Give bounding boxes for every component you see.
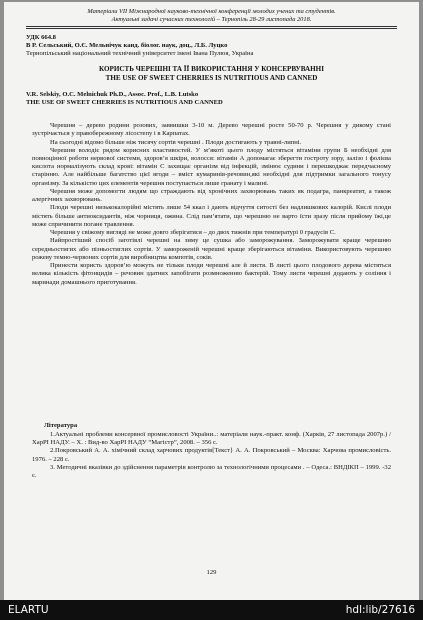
authors-en: V.R. Selskiy, O.C. Melnichuk Ph.D., Assoc. Prof., L.B. Lutsko xyxy=(26,91,199,98)
authors-ua: В Р. Сельський, О.Є. Мельнічук канд. біолог. наук, доц., Л.Б. Луцко xyxy=(26,42,228,49)
reference-item: 2.Покровський А. А. хімічний склад харчових продуктів[Текст} А. А. Покровський – Москва: Харчова промисловість. 1976. – 228 с. xyxy=(32,447,391,463)
page-number: 129 xyxy=(206,569,217,576)
reference-item: 3. Методичні вказівки до здійснення параметрів контролю за технологічними процесами . – Одеса.: ВНДІКП – 1999. -32 с. xyxy=(32,463,391,480)
paragraph: Плоди черешні низькокалорійні містять лише 54 ккал і дають відчуття ситості без надлишкових калорій. Кислі плоди містять більше антиоксидантів, ніж чорниця, ожина. Слід пам’ятати, що черешню не варто їсти зразу після прийому їжі,це може спричинити погане травлення. xyxy=(32,204,391,228)
affiliation: Тернопільський національний технічний університет імені Івана Пулюя, Україна xyxy=(26,50,254,57)
handle-id[interactable]: hdl:lib/27616 xyxy=(345,604,415,616)
header-line-2: Актуальні задачі сучасних технологій – Тернопіль 28-29 листопада 2018. xyxy=(111,15,312,23)
literature-heading: Література xyxy=(44,422,78,429)
header-line-1: Матеріали VII Міжнародної науково-технічної конференції молодих учених та студентів. xyxy=(87,8,336,15)
title-ua xyxy=(26,65,397,82)
paragraph: Черешня – дерево родини розових, заввишки 3-10 м. Дерево черешні росте 50-70 р. Черешня у дикому стані зустрічається у правобережному лісостепу і в Карпатах. xyxy=(32,122,391,138)
repository-footer xyxy=(0,600,423,620)
reference-item: 1.Актуальні проблеми консервної промисловості України..: матеріали наук.-практ. конф. (Харків, 27 листопада 2007р.) / ХарРІ НАДУ. – Х. : Вид-во ХарРІ НАДУ “Магістр”, 2008. – 356 с. xyxy=(32,431,391,447)
repository-name[interactable]: ELARTU xyxy=(8,604,49,616)
paragraph: На сьогодні відомо більше ніж тисячу сортів черешні . Плоди достигають у травні-липні. xyxy=(50,138,302,146)
header-rule-bottom xyxy=(26,28,397,29)
body-text xyxy=(32,122,391,287)
title-en: THE USE OF SWEET CHERRIES IS NUTRITIOUS AND CANNED xyxy=(26,99,223,106)
running-header xyxy=(4,8,419,23)
title-en-upper-line: THE USE OF SWEET CHERRIES IS NUTRITIOUS AND CANNED xyxy=(105,73,318,82)
reference-list xyxy=(32,431,391,480)
paragraph: Принести користь здоров’ю можуть не тільки плоди черешні але й листя. В листі цього плодового дерева містяться велика кількість фітонцидів – речовин здатних запобігати розмноженню бактерій. Тому листя черешні додають у соління і маринади домашнього приготування. xyxy=(32,262,391,286)
udk-code: УДК 664.8 xyxy=(26,34,56,41)
header-rule-top xyxy=(26,26,397,27)
paragraph: Черешня володіє рядом корисних властивостей. У м’якоті цього плоду містяться вітаміни групи Б необхідні для повноцінної роботи нервової системи, здоров’я шкіри, волосся: вітамін А допомагає зберегти гостроту зору, залізо і фолієва кислота нормалізують склад крові: вітамін С захищає організм від інфекцій, змінює судини і перешкоджає передчасному старінню. Але найбільше багатство цієї ягоди – вміст кумаринів-речовин,які необхідні для підтримки загального тонусу організму. За кількістю цих елементів черешня поступається лише гранату і малині. xyxy=(32,146,391,187)
paragraph: Найпростіший спосіб заготівлі черешні на зиму це сушка або заморожування. Заморожувати краще черешню середньостигих або пізньостиглих сортів. У замороженій черешні краще зберігаються вітаміни. Використовують черешню рожеву темно-червоних сортів для виробництва компотів, соків. xyxy=(32,237,391,261)
title-ua-line: КОРИСТЬ ЧЕРЕШНІ ТА ЇЇ ВИКОРИСТАННЯ У КОНСЕРВУВАННІ xyxy=(99,65,324,73)
document-page xyxy=(4,2,419,600)
paragraph: Черешня у свіжому вигляді не може довго зберігатися – до двох тижнів при температурі 0 градусів С. xyxy=(50,229,336,237)
paragraph: Черешня може допомогти людям що страждають від хронічних захворювань таких як подагра, панкреатит, а також алергічних захворювань. xyxy=(32,187,391,204)
